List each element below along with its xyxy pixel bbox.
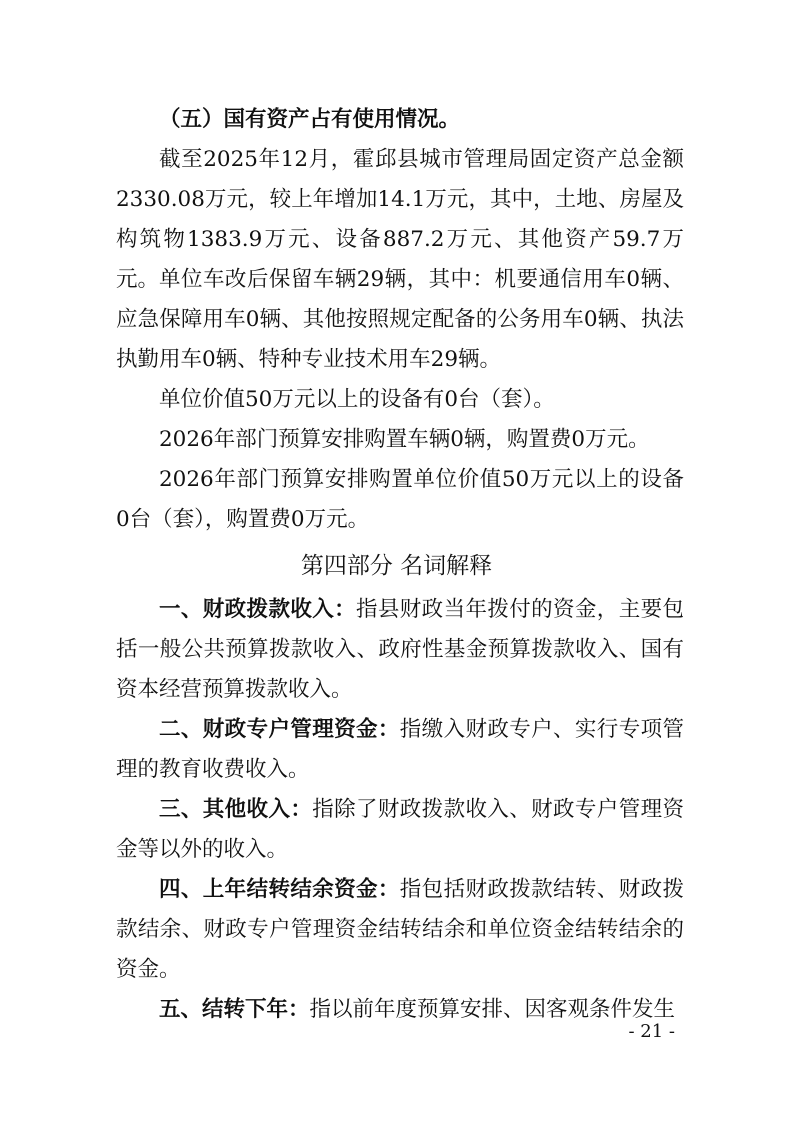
paragraph-fixed-assets: 截至2025年12月，霍邱县城市管理局固定资产总金额2330.08万元，较上年增加14.1万元，其中，土地、房屋及构筑物1383.9万元、设备887.2万元、其他资产59.7万元。 (116, 147, 684, 292)
term-label: 三、其他收入： (159, 797, 313, 822)
term-label: 四、上年结转结余资金： (159, 877, 400, 902)
term-definition: 指县财政当年拨付的资金，主要包括一般公共预算拨款收入、政府性基金预算拨款收入、国有资本经营预算拨款收入。 (116, 597, 684, 702)
paragraph-vehicle-purchase: 2026年部门预算安排购置车辆0辆，购置费0万元。 (159, 427, 650, 452)
paragraph-equipment-purchase: 2026年部门预算安排购置单位价值50万元以上的设备0台（套），购置费0万元。 (116, 467, 684, 532)
term-definition: 指缴入财政专户、实行专项管理的教育收费收入。 (116, 717, 684, 782)
page-number: - 21 - (628, 1021, 675, 1042)
term-item (116, 590, 684, 710)
term-item (116, 990, 684, 1030)
term-label: 五、结转下年： (159, 997, 310, 1022)
term-item (116, 710, 684, 790)
paragraph-equipment: 单位价值50万元以上的设备有0台（套）。 (159, 387, 555, 412)
section-title: （五）国有资产占有使用情况。 (159, 107, 461, 132)
term-label: 二、财政专户管理资金： (159, 717, 400, 742)
term-definition: 指包括财政拨款结转、财政拨款结余、财政专户管理资金结转结余和单位资金结转结余的资金。 (116, 877, 684, 982)
term-item (116, 870, 684, 990)
part-heading: 第四部分 名词解释 (300, 553, 493, 579)
term-item (116, 790, 684, 870)
term-label: 一、财政拨款收入： (159, 597, 357, 622)
term-definition: 指以前年度预算安排、因客观条件发生 (309, 997, 676, 1022)
paragraph-vehicles: 单位车改后保留车辆29辆，其中：机要通信用车0辆、应急保障用车0辆、其他按照规定配备的公务用车0辆、执法执勤用车0辆、特种专业技术用车29辆。 (116, 267, 684, 372)
term-definition: 指除了财政拨款收入、财政专户管理资金等以外的收入。 (116, 797, 684, 862)
